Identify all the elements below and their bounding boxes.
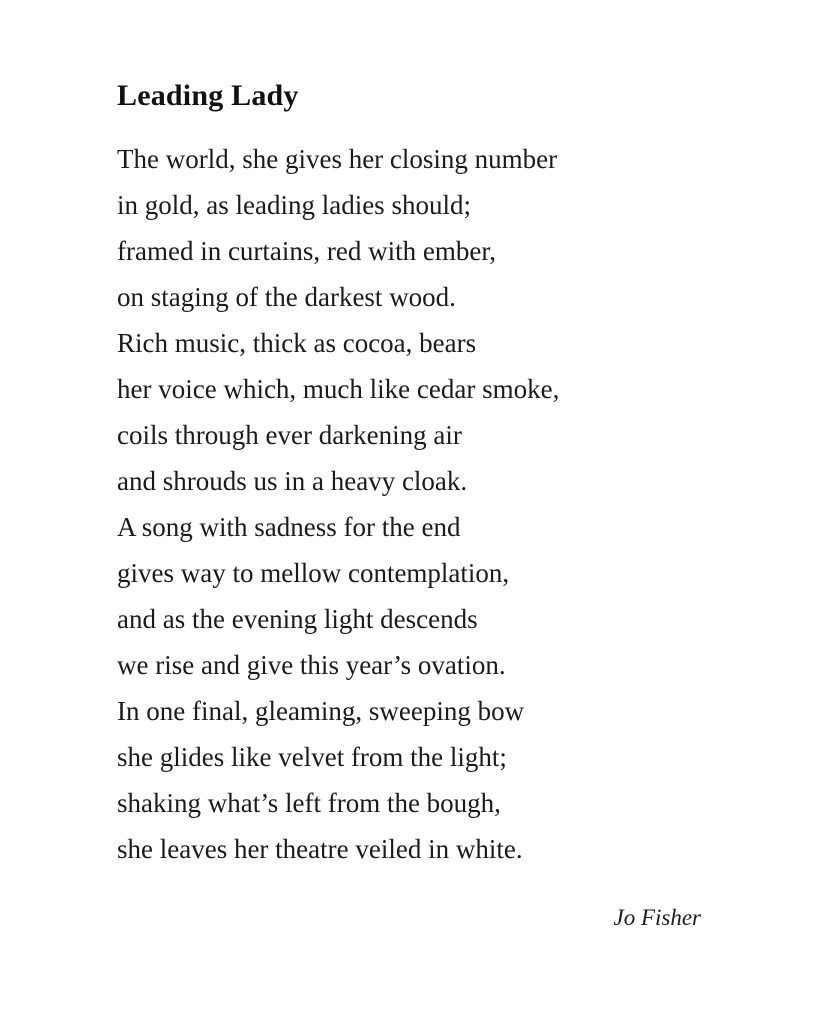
poem-line: she leaves her theatre veiled in white. bbox=[117, 834, 523, 864]
poem-line: her voice which, much like cedar smoke, bbox=[117, 374, 560, 404]
poem-line: framed in curtains, red with ember, bbox=[117, 236, 497, 266]
poem-line: she glides like velvet from the light; bbox=[117, 742, 507, 772]
poem-line: A song with sadness for the end bbox=[117, 512, 461, 542]
page-title: Leading Lady bbox=[117, 79, 299, 112]
author-attribution: Jo Fisher bbox=[613, 905, 701, 930]
poem-line: and shrouds us in a heavy cloak. bbox=[117, 466, 468, 496]
poem-line: and as the evening light descends bbox=[117, 604, 478, 634]
poem-line: shaking what’s left from the bough, bbox=[117, 788, 501, 818]
poem-line: we rise and give this year’s ovation. bbox=[117, 650, 506, 680]
poem-line: in gold, as leading ladies should; bbox=[117, 190, 471, 220]
poem-line: coils through ever darkening air bbox=[117, 420, 462, 450]
poem-line: on staging of the darkest wood. bbox=[117, 282, 456, 312]
poem-line: In one final, gleaming, sweeping bow bbox=[117, 696, 525, 726]
poem-line: Rich music, thick as cocoa, bears bbox=[117, 328, 477, 358]
poem-body bbox=[117, 136, 717, 872]
poem-container bbox=[117, 78, 717, 872]
poem-line: The world, she gives her closing number bbox=[117, 144, 558, 174]
poem-line: gives way to mellow contemplation, bbox=[117, 558, 510, 588]
